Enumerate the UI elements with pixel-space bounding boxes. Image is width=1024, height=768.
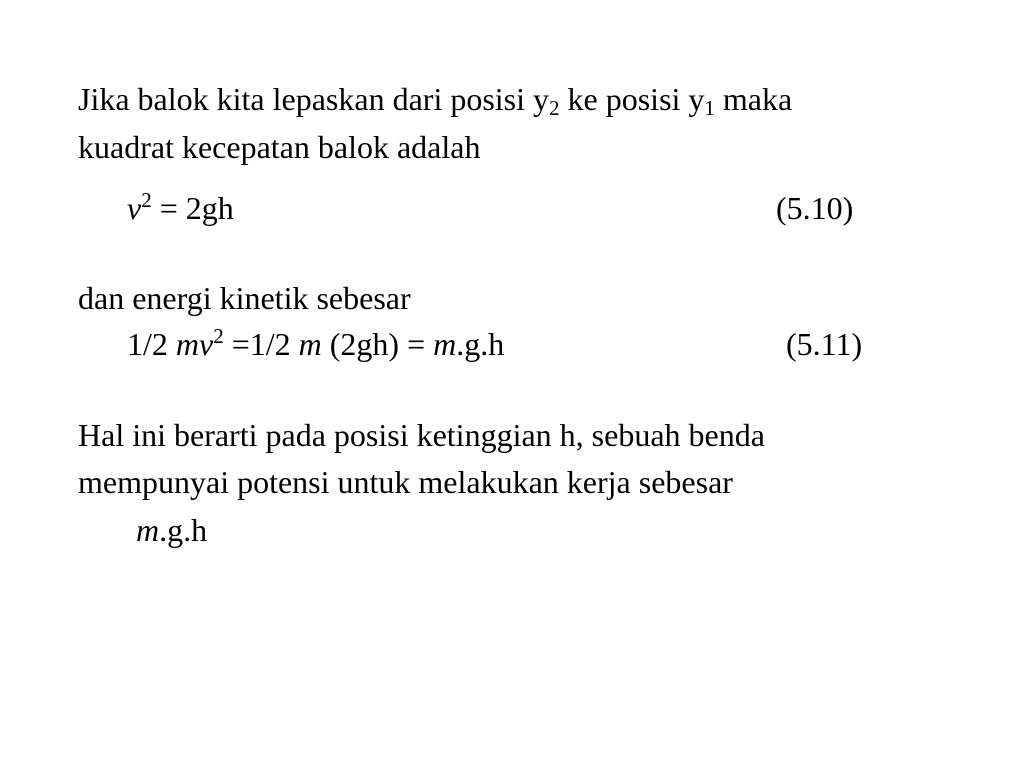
paragraph3-line1: Hal ini berarti pada posisi ketinggian h, sebuah benda: [78, 417, 765, 453]
equation-text: =1/2: [223, 326, 299, 362]
equation-text: 1/2: [127, 326, 176, 362]
paragraph1-line2: kuadrat kecepatan balok adalah: [78, 129, 481, 165]
equation-text: (2gh) =: [321, 326, 434, 362]
equation-number-5-10: (5.10): [776, 190, 854, 226]
variable-m: m: [136, 512, 160, 548]
variable-v: v: [127, 190, 142, 226]
variable-m: m: [433, 326, 457, 362]
text-segment: ke posisi y: [559, 81, 705, 117]
equation-text: = 2gh: [151, 190, 234, 226]
variable-mv: mv: [175, 326, 214, 362]
superscript: 2: [213, 324, 224, 348]
subscript: 2: [549, 96, 560, 120]
paragraph3-line2: mempunyai potensi untuk melakukan kerja sebesar: [78, 464, 733, 500]
text-segment: maka: [714, 81, 793, 117]
variable-m: m: [298, 326, 322, 362]
text-segment: Jika balok kita lepaskan dari posisi y: [78, 81, 550, 117]
subscript: 1: [704, 96, 715, 120]
equation-text: .g.h: [456, 326, 505, 362]
superscript: 2: [141, 188, 152, 212]
paragraph1-line1: [78, 80, 792, 118]
equation-5-11: [127, 325, 504, 363]
paragraph2-line1: dan energi kinetik sebesar: [78, 280, 411, 316]
equation-5-10: [127, 189, 234, 227]
paragraph3-line3: [136, 511, 207, 549]
equation-text: .g.h: [159, 512, 208, 548]
equation-number-5-11: (5.11): [786, 326, 863, 362]
